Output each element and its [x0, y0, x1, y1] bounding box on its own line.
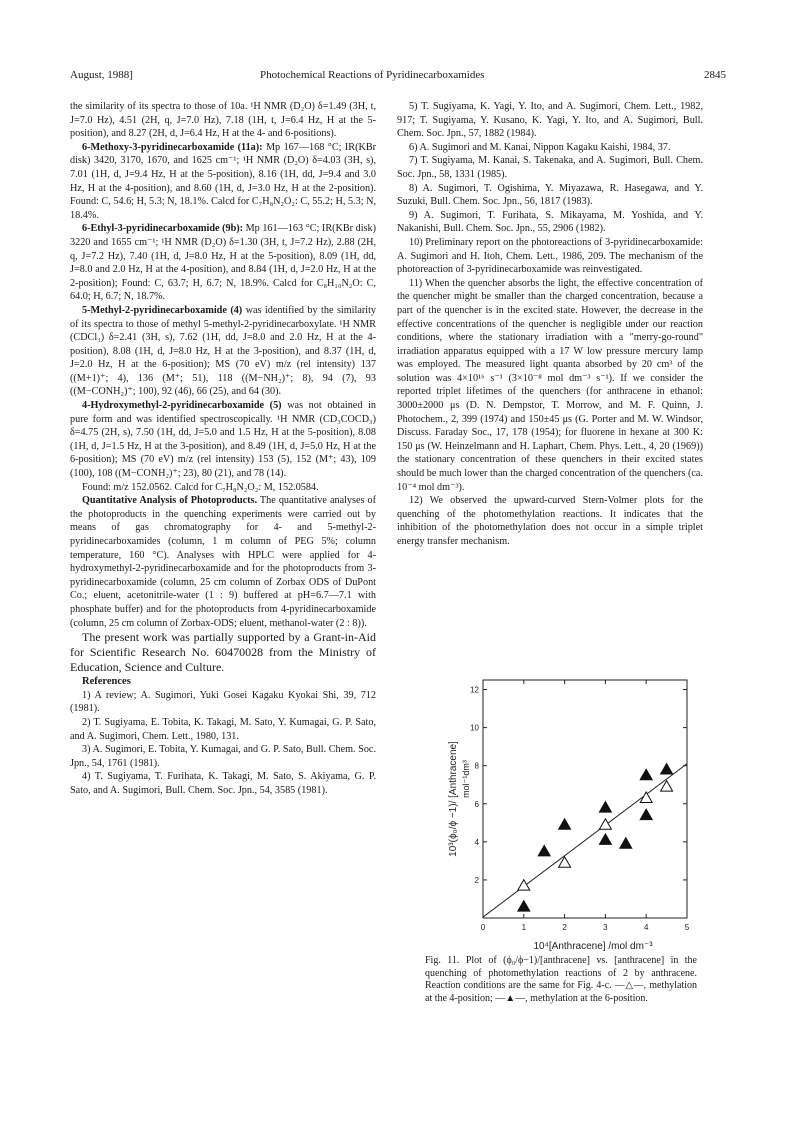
open-triangle-point [599, 819, 611, 830]
paragraph: Found: m/z 152.0562. Calcd for C₇H₈N₂O₂: M, 152.0584. [82, 481, 319, 493]
x-tick-label: 2 [562, 923, 567, 932]
paragraph: the similarity of its spectra to those of 10a. ¹H NMR (D₂O) δ=1.49 (3H, t, J=7.0 Hz), 4.51 (2H, q, J=7.0 Hz), 7.18 (1H, t, J=6.4 Hz, H at the 5-position), and 8.27 (2H, d, J=6.4 Hz, H at the 4- and 6-positions). [70, 101, 376, 140]
reference-item: 8) A. Sugimori, T. Ogishima, Y. Miyazawa, R. Hasegawa, and Y. Suzuki, Bull. Chem. Soc. Jpn., 56, 1817 (1983). [397, 182, 703, 208]
paragraph-text: The quantitative analyses of the photoproducts in the quenching experiments were carried out by means of gas chromatography for 4- and 5-methyl-2-pyridinecarboxamides (column, 1 m column of PEG 5%; column temperature, 160 °C). Analyses with HPLC were applied for 4-hydroxymethyl-2-pyridinecarboxamide and for the photoproducts from 3-pyridinecarboxamide (column, 25 cm column of Zorbax ODS of DuPont Co.; eluent, acetonitrile-water (1 : 9) buffered at pH=6.7—7.1 with phosphate buffer) and for the photoproducts from 4-pyridinecarboxamide (column, 25 cm column of Zorbax-ODS; eluent, methanol-water (2 : 8)). [70, 495, 376, 629]
reference-item: 5) T. Sugiyama, K. Yagi, Y. Ito, and A. Sugimori, Chem. Lett., 1982, 917; T. Sugiyama, Y. Kusano, K. Yagi, Y. Ito, and A. Sugimori, Bull. Chem. Soc. Jpn., 57, 1882 (1984). [397, 101, 703, 140]
y-tick-label: 4 [474, 837, 479, 847]
y-axis-label: 10³(ϕ₀/ϕ −1)/ [Anthracene] [448, 741, 459, 857]
x-axis-label: 10⁴[Anthracene] /mol dm⁻³ [533, 941, 653, 952]
filled-triangle-point [620, 838, 632, 849]
filled-triangle-point [640, 769, 652, 780]
filled-triangle-point [640, 809, 652, 820]
reference-item: 6) A. Sugimori and M. Kanai, Nippon Kagaku Kaishi, 1984, 37. [409, 141, 671, 153]
filled-triangle-point [518, 901, 530, 912]
paragraph [70, 494, 376, 630]
y-tick-label: 12 [470, 685, 479, 695]
y-tick-label: 8 [474, 761, 479, 771]
reference-item: 7) T. Sugiyama, M. Kanai, S. Takenaka, and A. Sugimori, Bull. Chem. Soc. Jpn., 58, 1331 (1985). [397, 155, 703, 180]
x-tick-label: 3 [603, 923, 608, 932]
figure-11-chart [440, 670, 700, 955]
reference-item: 2) T. Sugiyama, E. Tobita, K. Takagi, M. Sato, Y. Kumagai, G. P. Sato, and A. Sugimori, Chem. Lett., 1980, 131. [70, 716, 376, 742]
left-column [70, 100, 376, 798]
y-tick-label: 2 [474, 875, 479, 885]
filled-triangle-point [538, 845, 550, 856]
x-tick-label: 0 [480, 923, 486, 932]
reference-item: 10) Preliminary report on the photoreactions of 3-pyridinecarboxamide: A. Sugimori and H. Itoh, Chem. Lett., 1986, 209. The mechanism of the photoreaction of 3-pyridinecarboxamide was reinvestigated. [397, 236, 703, 276]
acknowledgment: The present work was partially supported by a Grant-in-Aid for Scientific Research No. 60470028 from the Ministry of Education, Science and Culture. [70, 630, 376, 675]
open-triangle-point [518, 880, 530, 891]
reference-item: 1) A review; A. Sugimori, Yuki Gosei Kagaku Kyokai Shi, 39, 712 (1981). [70, 689, 376, 715]
y-tick-label: 6 [474, 799, 479, 809]
x-tick-label: 1 [521, 923, 527, 932]
compound-heading: 6-Methoxy-3-pyridinecarboxamide (11a): [82, 141, 263, 153]
filled-triangle-point [559, 819, 571, 830]
plot-frame [483, 680, 687, 918]
compound-heading: 5-Methyl-2-pyridinecarboxamide (4) [82, 304, 243, 316]
reference-item: 4) T. Sugiyama, T. Furihata, K. Takagi, M. Sato, S. Akiyama, G. P. Sato, and A. Sugimori, Bull. Chem. Soc. Jpn., 54, 3585 (1981). [70, 771, 376, 796]
paragraph-text: was identified by the similarity of its spectra to those of methyl 5-methyl-2-pyridinecarboxylate. ¹H NMR (CDCl₃) δ=2.41 (3H, s), 7.62 (1H, dd, J=8.0 and 2.0 Hz, H at the 4-position), 8.08 (1H, d, J=8.0 Hz, H at the 3-position), and 8.37 (1H, d, J=2.0 Hz, H at the 6-position); MS (70 eV) m/z (rel intensity) 137 ((M+1)⁺; 4), 136 (M⁺; 51), 118 ((M−NH₂)⁺; 8), 94 (7), 93 ((M−CONH₂)⁺; 100), 92 (46), 66 (25), and 64 (30). [70, 304, 376, 398]
filled-triangle-point [599, 834, 611, 845]
reference-item: 3) A. Sugimori, E. Tobita, Y. Kumagai, and G. P. Sato, Bull. Chem. Soc. Jpn., 54, 1761 (1981). [70, 744, 376, 769]
paragraph [70, 304, 376, 399]
page-number: 2845 [704, 69, 726, 81]
header-date: August, 1988] [70, 69, 133, 81]
x-tick-label: 5 [684, 923, 690, 932]
paragraph-text: Mp 167—168 °C; IR(KBr disk) 3420, 3170, 1670, and 1625 cm⁻¹; ¹H NMR (D₂O) δ=4.03 (3H, s), 7.01 (1H, d, J=9.4 Hz, H at the 5-position), 8.16 (1H, dd, J=9.4 and 3.0 Hz, H at the 4-position), and 8.60 (1H, d, J=3.0 Hz, H at the 2-position). Found: C, 54.6; H, 5.3; N, 18.1%. Calcd for C₇H₈N₂O₂: C, 55.2; H, 5.3; N, 18.4%. [70, 141, 377, 221]
filled-triangle-point [661, 763, 673, 774]
section-heading: Quantitative Analysis of Photoproducts. [82, 495, 258, 507]
figure-caption: Fig. 11. Plot of (ϕ₀/ϕ−1)/[anthracene] vs. [anthracene] in the quenching of photomethylation reactions of 2 by anthracene. Reaction conditions are the same for Fig. 4-c. —△—, methylation at the 4-position; —▲—, methylation at the 6-position. [425, 955, 697, 1004]
fit-line [483, 764, 687, 917]
references-heading: References [82, 676, 131, 688]
paragraph [70, 141, 376, 223]
y-tick-label: 10 [470, 723, 479, 733]
reference-item: 9) A. Sugimori, T. Furihata, S. Mikayama, M. Yoshida, and Y. Nakanishi, Bull. Chem. Soc. Jpn., 55, 2906 (1982). [397, 209, 703, 235]
paragraph-text: was not obtained in pure form and was identified spectroscopically. ¹H NMR (CD₃COCD₃) δ=4.75 (2H, s), 7.50 (1H, dd, J=5.0 and 1.5 Hz, H at the 5-position), 8.08 (1H, d, J=1.5 Hz, H at the 3-position), and 8.49 (1H, d, J=5.0 Hz, H at the 6-position); MS (70 eV) m/z (rel intensity) 153 (5), 152 (M⁺; 43), 109 (100), 108 ((M−CONH₂)⁺; 23), 80 (21), and 78 (14). [70, 400, 376, 480]
paragraph [70, 222, 376, 304]
y-axis-unit: mol⁻¹dm³ [461, 760, 471, 798]
right-column [397, 100, 703, 549]
compound-heading: 6-Ethyl-3-pyridinecarboxamide (9b): [82, 223, 244, 235]
reference-item: 11) When the quencher absorbs the light, the effective concentration of the quencher might be smaller than the charged concentration, because a part of the quencher is in the excited state. However, the decrease in the effective concentrations of the quencher is negligible under our reaction conditions, where the stationary irradiation with a "merry-go-round" irradiation apparatus equipped with a 17 W low pressure mercury lamp was employed. The measured light quanta absorbed by 20 cm³ of the solution was 4×10¹⁶ s⁻¹ (3×10⁻⁸ mol dm⁻³ s⁻¹). If we consider the reported triplet lifetimes of the quenchers (for anthracene in ethanol: 3000±2000 μs (D. N. Dempstor, T. Morrow, and M. F. Quinn, J. Photochem., 2, 399 (1974) and 150±45 μs (G. Porter and M. W. Windsor, Discuss. Faraday Soc., 17, 178 (1954); for fluorene in hexane at 300 K: 150 μs (W. Heinzelmann and H. Laphart, Chem. Phys. Lett., 4, 20 (1969)) the stationary concentration of these quenchers in their excited states should be much lower than the charged concentration of the quenchers (ca. 10⁻⁴ mol dm⁻³). [397, 277, 703, 493]
header-title: Photochemical Reactions of Pyridinecarboxamides [260, 69, 485, 81]
x-tick-label: 4 [643, 923, 649, 932]
paragraph [70, 399, 376, 481]
compound-heading: 4-Hydroxymethyl-2-pyridinecarboxamide (5) [82, 400, 282, 412]
filled-triangle-point [599, 802, 611, 813]
paragraph-text: Mp 161—163 °C; IR(KBr disk) 3220 and 1655 cm⁻¹; ¹H NMR (D₂O) δ=1.30 (3H, t, J=7.2 Hz), 2.88 (2H, q, J=7.2 Hz), 7.40 (1H, d, J=8.0 Hz, H at the 5-position), 8.09 (1H, dd, J=8.0 and 2.0 Hz, H at the 4-position), and 8.84 (1H, d, J=2.0 Hz, H at the 2-position); Found: C, 63.7; H, 6.7; N, 18.9%. Calcd for C₈H₁₀N₂O: C, 64.0; H, 6.7; N, 18.7%. [70, 223, 376, 303]
reference-item: 12) We observed the upward-curved Stern-Volmer plots for the quenching of the photomethylation reactions. It indicates that the inhibition of the photomethylation does not occur in a simple triplet energy transfer mechanism. [397, 495, 703, 547]
